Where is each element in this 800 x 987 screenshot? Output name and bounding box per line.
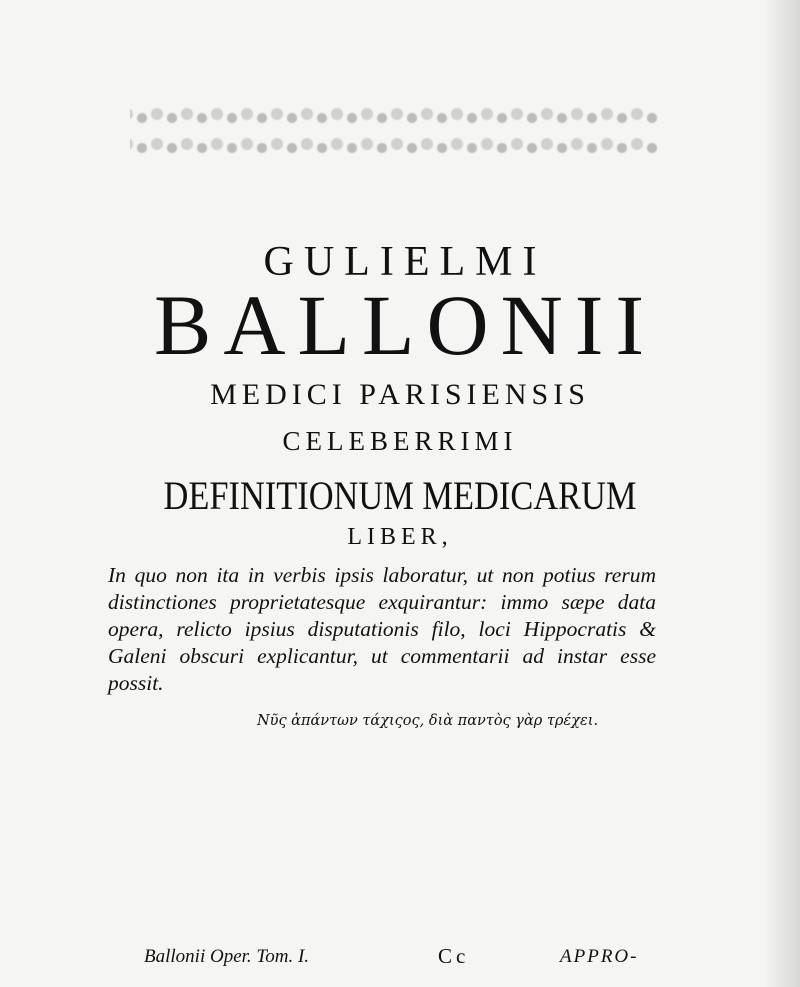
author-forename: GULIELMI — [263, 239, 547, 285]
footer-volume-note: Ballonii Oper. Tom. I. — [144, 946, 310, 967]
footer-catchword: APPRO- — [560, 946, 639, 967]
work-title-liber: LIBER, — [347, 524, 453, 550]
author-surname: BALLONII — [153, 277, 657, 373]
work-title: DEFINITIONUM MEDICARUM — [163, 473, 637, 518]
page-edge-shadow — [764, 0, 800, 987]
author-profession: MEDICI PARISIENSIS — [210, 378, 590, 411]
footer-signature-mark: Cc — [438, 944, 470, 968]
subtitle-description: In quo non ita in verbis ipsis laboratur, ut non potius rerum distinctiones proprietatesque exquirantur: immo sæpe data opera, relicto ipsius disputationis filo, loci Hippocratis & Galeni obscuri explicantur, ut commentarii ad instar esse possit. — [108, 563, 656, 695]
author-epithet: CELEBERRIMI — [282, 426, 518, 456]
bleed-through-ornament — [130, 106, 660, 164]
greek-motto: Νῦς ἁπάντων τάχιςος, διὰ παντὸς γὰρ τρέχει. — [256, 713, 599, 729]
